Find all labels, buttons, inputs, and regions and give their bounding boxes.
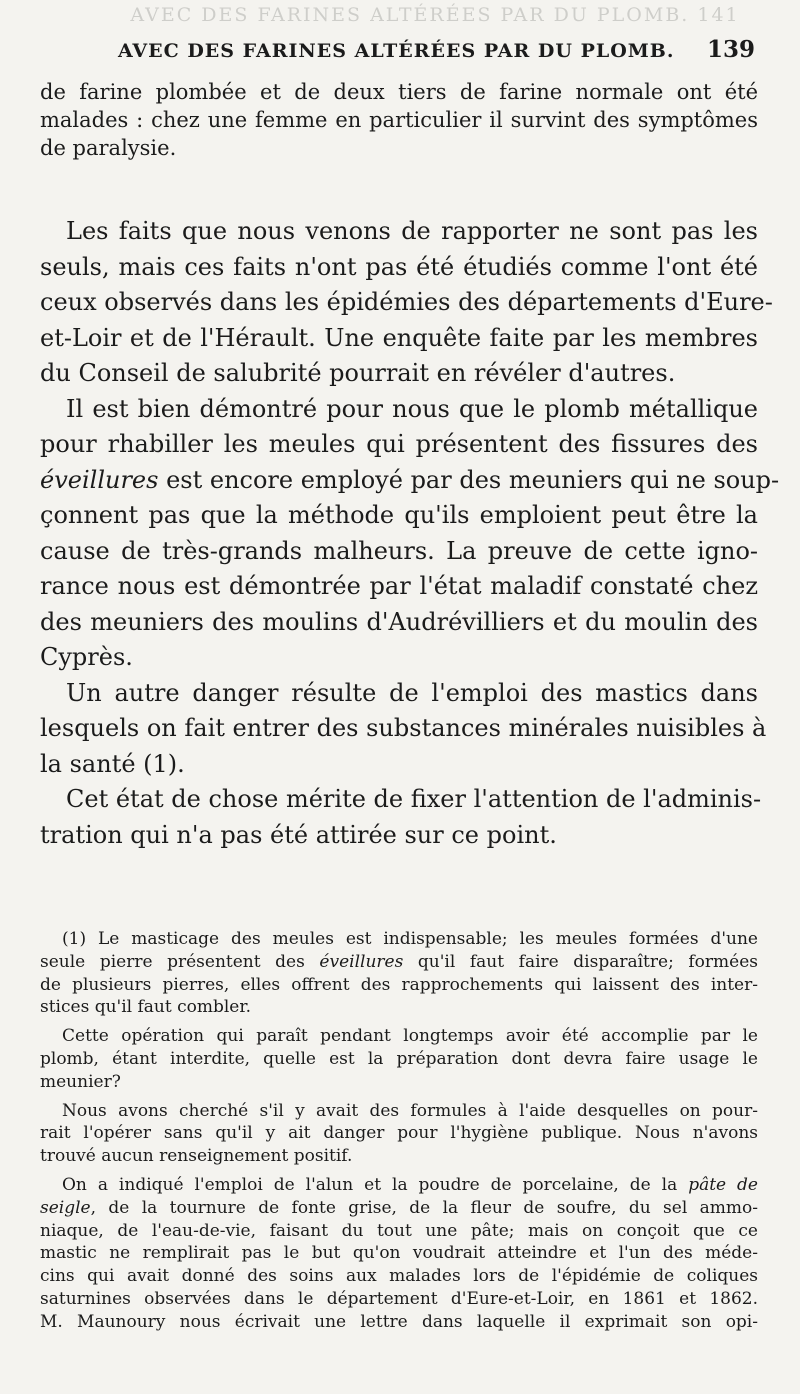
text-line: Cyprès. (40, 643, 133, 671)
footnote-paragraph-2 (40, 1025, 758, 1093)
text-span: On a indiqué l'emploi de l'alun et la poudre de porcelaine, de la (62, 1174, 689, 1195)
main-body (40, 214, 780, 853)
text-line (40, 951, 758, 974)
text-line (40, 1174, 758, 1197)
text-line: Il est bien démontré pour nous que le plomb métallique (66, 394, 758, 423)
text-line: ceux observés dans les épidémies des départements d'Eure- (40, 288, 773, 316)
footnote (40, 928, 758, 1334)
text-line: plomb, étant interdite, quelle est la préparation dont devra faire usage le (40, 1048, 758, 1069)
text-span: seule pierre présentent des (40, 951, 320, 972)
text-line: rait l'opérer sans qu'il y ait danger pour l'hygiène publique. Nous n'avons (40, 1123, 758, 1144)
text-line: Un autre danger résulte de l'emploi des mastics dans (66, 678, 758, 707)
text-line: niaque, de l'eau-de-vie, faisant du tout une pâte; mais on conçoit que ce (40, 1220, 758, 1241)
emphasis: seigle (40, 1197, 91, 1218)
text-line: meunier? (40, 1071, 121, 1092)
emphasis: éveillures (319, 951, 404, 972)
text-line: la santé (1). (40, 749, 185, 778)
text-span: est encore employé par des meuniers qui ne soup- (158, 465, 780, 494)
text-line: malades : chez une femme en particulier il survint des symptômes (40, 108, 758, 132)
text-line: pour rhabiller les meules qui présentent des fissures des (40, 430, 758, 458)
text-line: stices qu'il faut combler. (40, 997, 252, 1018)
text-line: (1) Le masticage des meules est indispensable; les meules formées d'une (62, 929, 758, 949)
paragraph-1 (40, 214, 773, 392)
text-line: des meuniers des moulins d'Audrévilliers et du moulin des (40, 607, 758, 636)
text-line: rance nous est démontrée par l'état maladif constaté chez (40, 572, 758, 600)
emphasis: éveillures (40, 465, 159, 494)
text-line: cins qui avait donné des soins aux malades lors de l'épidémie de coliques (40, 1266, 758, 1287)
footnote-paragraph-1 (40, 928, 758, 1019)
paragraph-2 (40, 392, 780, 676)
paragraph-4 (40, 782, 762, 853)
text-span: , de la tournure de fonte grise, de la fleur de soufre, du sel ammo- (90, 1197, 758, 1218)
text-span: qu'il faut faire disparaître; formées (403, 951, 758, 972)
text-line: de farine plombée et de deux tiers de farine normale ont été (40, 80, 758, 104)
text-line: seuls, mais ces faits n'ont pas été étudiés comme l'ont été (40, 252, 758, 281)
text-line: du Conseil de salubrité pourrait en révéler d'autres. (40, 359, 676, 387)
running-title: AVEC DES FARINES ALTÉRÉES PAR DU PLOMB. (118, 40, 675, 62)
text-line: Cette opération qui paraît pendant longtemps avoir été accomplie par le (62, 1026, 758, 1047)
text-line: Nous avons cherché s'il y avait des formules à l'aide desquelles on pour- (62, 1100, 758, 1121)
text-line (40, 463, 780, 499)
bleed-through-header: AVEC DES FARINES ALTÉRÉES PAR DU PLOMB. 141 (130, 4, 740, 26)
text-line: saturnines observées dans le département d'Eure-et-Loir, en 1861 et 1862. (40, 1288, 758, 1309)
text-line: et-Loir et de l'Hérault. Une enquête faite par les membres (40, 323, 758, 352)
page-header (40, 36, 755, 70)
footnote-paragraph-4 (40, 1174, 758, 1334)
text-line: tration qui n'a pas été attirée sur ce point. (40, 820, 557, 849)
text-line: trouvé aucun renseignement positif. (40, 1146, 353, 1167)
page-number: 139 (706, 36, 755, 63)
footnote-paragraph-3 (40, 1100, 758, 1168)
text-line: M. Maunoury nous écrivait une lettre dans laquelle il exprimait son opi- (40, 1311, 758, 1332)
text-line: lesquels on fait entrer des substances minérales nuisibles à (40, 714, 767, 742)
text-line: de paralysie. (40, 136, 177, 160)
paragraph-3 (40, 676, 767, 783)
emphasis: pâte de (688, 1174, 758, 1195)
text-line: Les faits que nous venons de rapporter ne sont pas les (66, 217, 758, 245)
text-line (40, 1197, 758, 1220)
continuation-paragraph (40, 78, 758, 162)
text-line: mastic ne remplirait pas le but qu'on voudrait atteindre et l'un des méde- (40, 1243, 758, 1264)
text-line: de plusieurs pierres, elles offrent des rapprochements qui laissent des inter- (40, 974, 758, 995)
text-line: Cet état de chose mérite de fixer l'attention de l'adminis- (66, 785, 762, 813)
text-line: cause de très-grands malheurs. La preuve de cette igno- (40, 536, 758, 565)
text-line: çonnent pas que la méthode qu'ils emploient peut être la (40, 501, 758, 529)
